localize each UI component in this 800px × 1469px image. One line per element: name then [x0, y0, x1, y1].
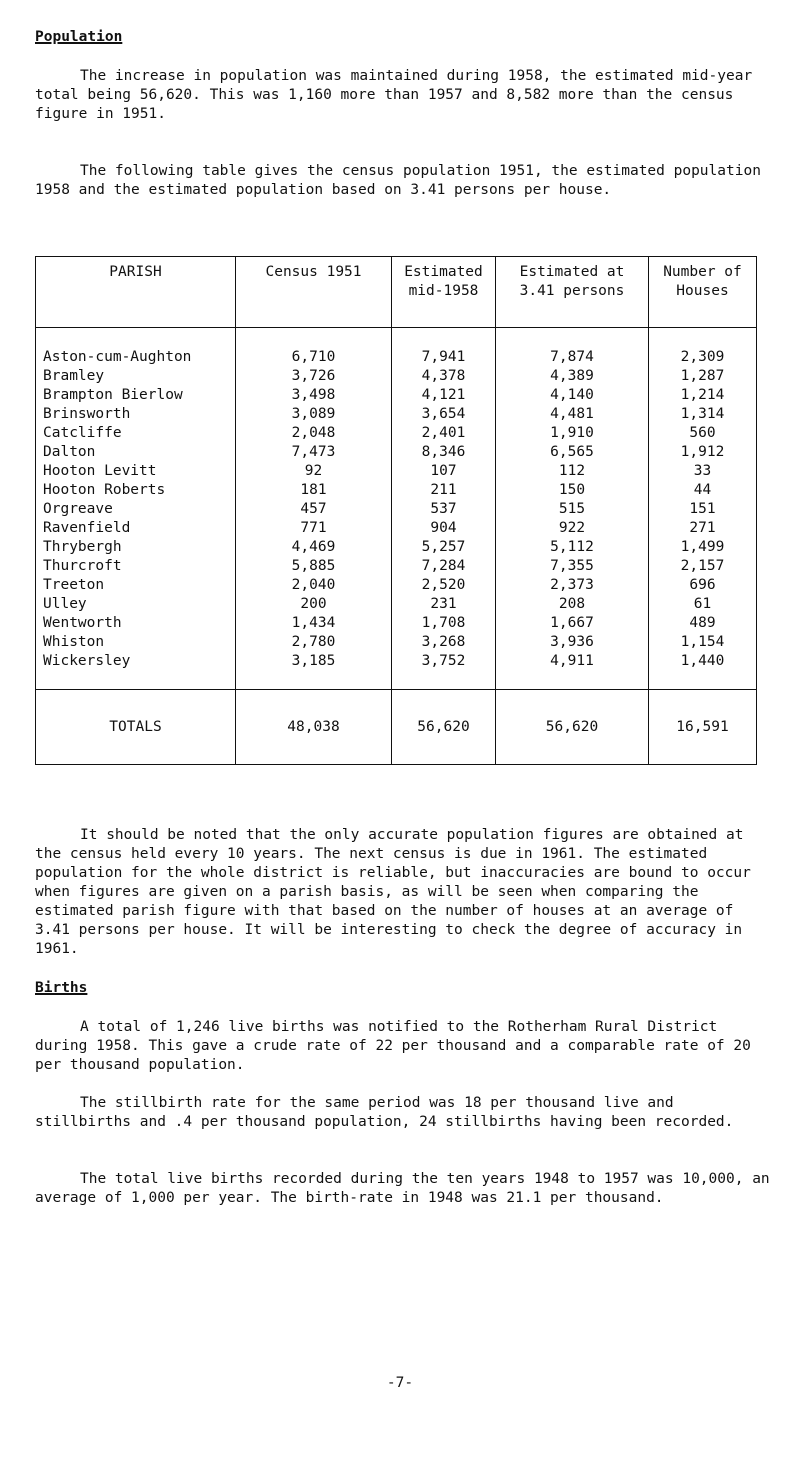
table-row: [36, 328, 757, 368]
estimated-341-cell: 7,355: [496, 557, 649, 576]
census-1951-cell: 200: [236, 595, 392, 614]
births-total-paragraph: A total of 1,246 live births was notified to the Rotherham Rural District during 1958. This gave a crude rate of 22 per thousand and a comparable rate of 20 per thousand population.: [35, 1019, 751, 1073]
census-1951-cell: 5,885: [236, 557, 392, 576]
table-row: [36, 424, 757, 443]
houses-cell: 33: [649, 462, 757, 481]
census-1951-cell: 3,726: [236, 367, 392, 386]
houses-cell: 489: [649, 614, 757, 633]
parish-name-cell: Thrybergh: [36, 538, 236, 557]
table-row: [36, 633, 757, 652]
parish-name-cell: Dalton: [36, 443, 236, 462]
census-1951-cell: 771: [236, 519, 392, 538]
table-row: [36, 652, 757, 690]
parish-name-cell: Whiston: [36, 633, 236, 652]
estimated-341-cell: 4,389: [496, 367, 649, 386]
houses-cell: 1,214: [649, 386, 757, 405]
houses-cell: 560: [649, 424, 757, 443]
estimated-1958-cell: 231: [392, 595, 496, 614]
estimated-341-cell: 1,910: [496, 424, 649, 443]
estimated-1958-cell: 211: [392, 481, 496, 500]
table-row: [36, 595, 757, 614]
estimated-341-cell: 112: [496, 462, 649, 481]
population-table: [35, 256, 757, 765]
births-heading: Births: [35, 980, 88, 996]
table-row: [36, 557, 757, 576]
parish-name-cell: Wentworth: [36, 614, 236, 633]
parish-name-cell: Bramley: [36, 367, 236, 386]
houses-cell: 44: [649, 481, 757, 500]
estimated-341-cell: 4,481: [496, 405, 649, 424]
estimated-341-cell: 922: [496, 519, 649, 538]
parish-name-cell: Brampton Bierlow: [36, 386, 236, 405]
estimated-341-cell: 3,936: [496, 633, 649, 652]
header-number-of-houses: Number of Houses: [649, 257, 757, 328]
population-heading: Population: [35, 29, 123, 45]
parish-name-cell: Treeton: [36, 576, 236, 595]
parish-name-cell: Wickersley: [36, 652, 236, 690]
estimated-1958-cell: 2,520: [392, 576, 496, 595]
table-row: [36, 576, 757, 595]
census-1951-cell: 1,434: [236, 614, 392, 633]
estimated-341-cell: 7,874: [496, 328, 649, 368]
estimated-341-cell: 5,112: [496, 538, 649, 557]
table-row: [36, 405, 757, 424]
estimated-1958-cell: 904: [392, 519, 496, 538]
estimated-1958-cell: 537: [392, 500, 496, 519]
estimated-1958-cell: 107: [392, 462, 496, 481]
estimated-1958-cell: 1,708: [392, 614, 496, 633]
parish-name-cell: Hooton Roberts: [36, 481, 236, 500]
census-1951-cell: 2,040: [236, 576, 392, 595]
census-1951-cell: 92: [236, 462, 392, 481]
accuracy-note-paragraph: It should be noted that the only accurate population figures are obtained at the census held every 10 years. The next census is due in 1961. The estimated population for the whole district is reliable, but inaccuracies are bound to occur when figures are given on a parish basis, as will be seen when comparing the estimated parish figure with that based on the number of houses at an average of 3.41 persons per house. It will be interesting to check the degree of accuracy in 1961.: [35, 827, 751, 957]
table-row: [36, 481, 757, 500]
census-1951-cell: 3,185: [236, 652, 392, 690]
parish-name-cell: Ravenfield: [36, 519, 236, 538]
table-row: [36, 538, 757, 557]
estimated-1958-cell: 4,378: [392, 367, 496, 386]
houses-cell: 2,157: [649, 557, 757, 576]
estimated-1958-cell: 7,284: [392, 557, 496, 576]
census-1951-cell: 2,048: [236, 424, 392, 443]
census-1951-cell: 7,473: [236, 443, 392, 462]
houses-cell: 1,440: [649, 652, 757, 690]
houses-cell: 1,912: [649, 443, 757, 462]
table-row: [36, 462, 757, 481]
parish-name-cell: Brinsworth: [36, 405, 236, 424]
ten-year-births-paragraph: The total live births recorded during the ten years 1948 to 1957 was 10,000, an average of 1,000 per year. The birth-rate in 1948 was 21.1 per thousand.: [35, 1171, 770, 1206]
census-1951-cell: 3,089: [236, 405, 392, 424]
stillbirth-paragraph: The stillbirth rate for the same period was 18 per thousand live and stillbirths and .4 per thousand population, 24 stillbirths having been recorded.: [35, 1095, 734, 1130]
estimated-341-cell: 4,140: [496, 386, 649, 405]
header-parish: PARISH: [36, 257, 236, 328]
houses-cell: 1,314: [649, 405, 757, 424]
parish-name-cell: Aston-cum-Aughton: [36, 328, 236, 368]
totals-houses: 16,591: [649, 690, 757, 765]
census-1951-cell: 181: [236, 481, 392, 500]
estimated-1958-cell: 2,401: [392, 424, 496, 443]
census-1951-cell: 457: [236, 500, 392, 519]
table-row: [36, 614, 757, 633]
header-estimated-mid-1958: Estimated mid-1958: [392, 257, 496, 328]
houses-cell: 271: [649, 519, 757, 538]
parish-name-cell: Catcliffe: [36, 424, 236, 443]
table-row: [36, 367, 757, 386]
census-1951-cell: 3,498: [236, 386, 392, 405]
table-row: [36, 443, 757, 462]
estimated-341-cell: 208: [496, 595, 649, 614]
totals-estimated-1958: 56,620: [392, 690, 496, 765]
estimated-341-cell: 4,911: [496, 652, 649, 690]
parish-name-cell: Ulley: [36, 595, 236, 614]
parish-name-cell: Orgreave: [36, 500, 236, 519]
estimated-341-cell: 2,373: [496, 576, 649, 595]
totals-census-1951: 48,038: [236, 690, 392, 765]
estimated-341-cell: 150: [496, 481, 649, 500]
houses-cell: 1,287: [649, 367, 757, 386]
parish-name-cell: Thurcroft: [36, 557, 236, 576]
census-1951-cell: 4,469: [236, 538, 392, 557]
totals-row: [36, 690, 757, 765]
population-intro-paragraph: The increase in population was maintained during 1958, the estimated mid-year total being 56,620. This was 1,160 more than 1957 and 8,582 more than the census figure in 1951.: [35, 68, 753, 122]
totals-estimated-341: 56,620: [496, 690, 649, 765]
page-number: -7-: [386, 1375, 414, 1391]
estimated-341-cell: 6,565: [496, 443, 649, 462]
estimated-1958-cell: 7,941: [392, 328, 496, 368]
table-row: [36, 519, 757, 538]
header-estimated-341: Estimated at 3.41 persons: [496, 257, 649, 328]
table-row: [36, 500, 757, 519]
estimated-341-cell: 515: [496, 500, 649, 519]
houses-cell: 1,499: [649, 538, 757, 557]
totals-label: TOTALS: [36, 690, 236, 765]
estimated-1958-cell: 4,121: [392, 386, 496, 405]
estimated-1958-cell: 3,654: [392, 405, 496, 424]
census-1951-cell: 2,780: [236, 633, 392, 652]
parish-name-cell: Hooton Levitt: [36, 462, 236, 481]
table-intro-paragraph: The following table gives the census population 1951, the estimated population 1958 and the estimated population based on 3.41 persons per house.: [35, 163, 761, 198]
estimated-1958-cell: 3,752: [392, 652, 496, 690]
houses-cell: 2,309: [649, 328, 757, 368]
table-header-row: [36, 257, 757, 328]
houses-cell: 151: [649, 500, 757, 519]
estimated-1958-cell: 3,268: [392, 633, 496, 652]
census-1951-cell: 6,710: [236, 328, 392, 368]
houses-cell: 696: [649, 576, 757, 595]
table-body: [36, 328, 757, 690]
header-census-1951: Census 1951: [236, 257, 392, 328]
houses-cell: 61: [649, 595, 757, 614]
houses-cell: 1,154: [649, 633, 757, 652]
table-row: [36, 386, 757, 405]
estimated-1958-cell: 8,346: [392, 443, 496, 462]
estimated-341-cell: 1,667: [496, 614, 649, 633]
estimated-1958-cell: 5,257: [392, 538, 496, 557]
